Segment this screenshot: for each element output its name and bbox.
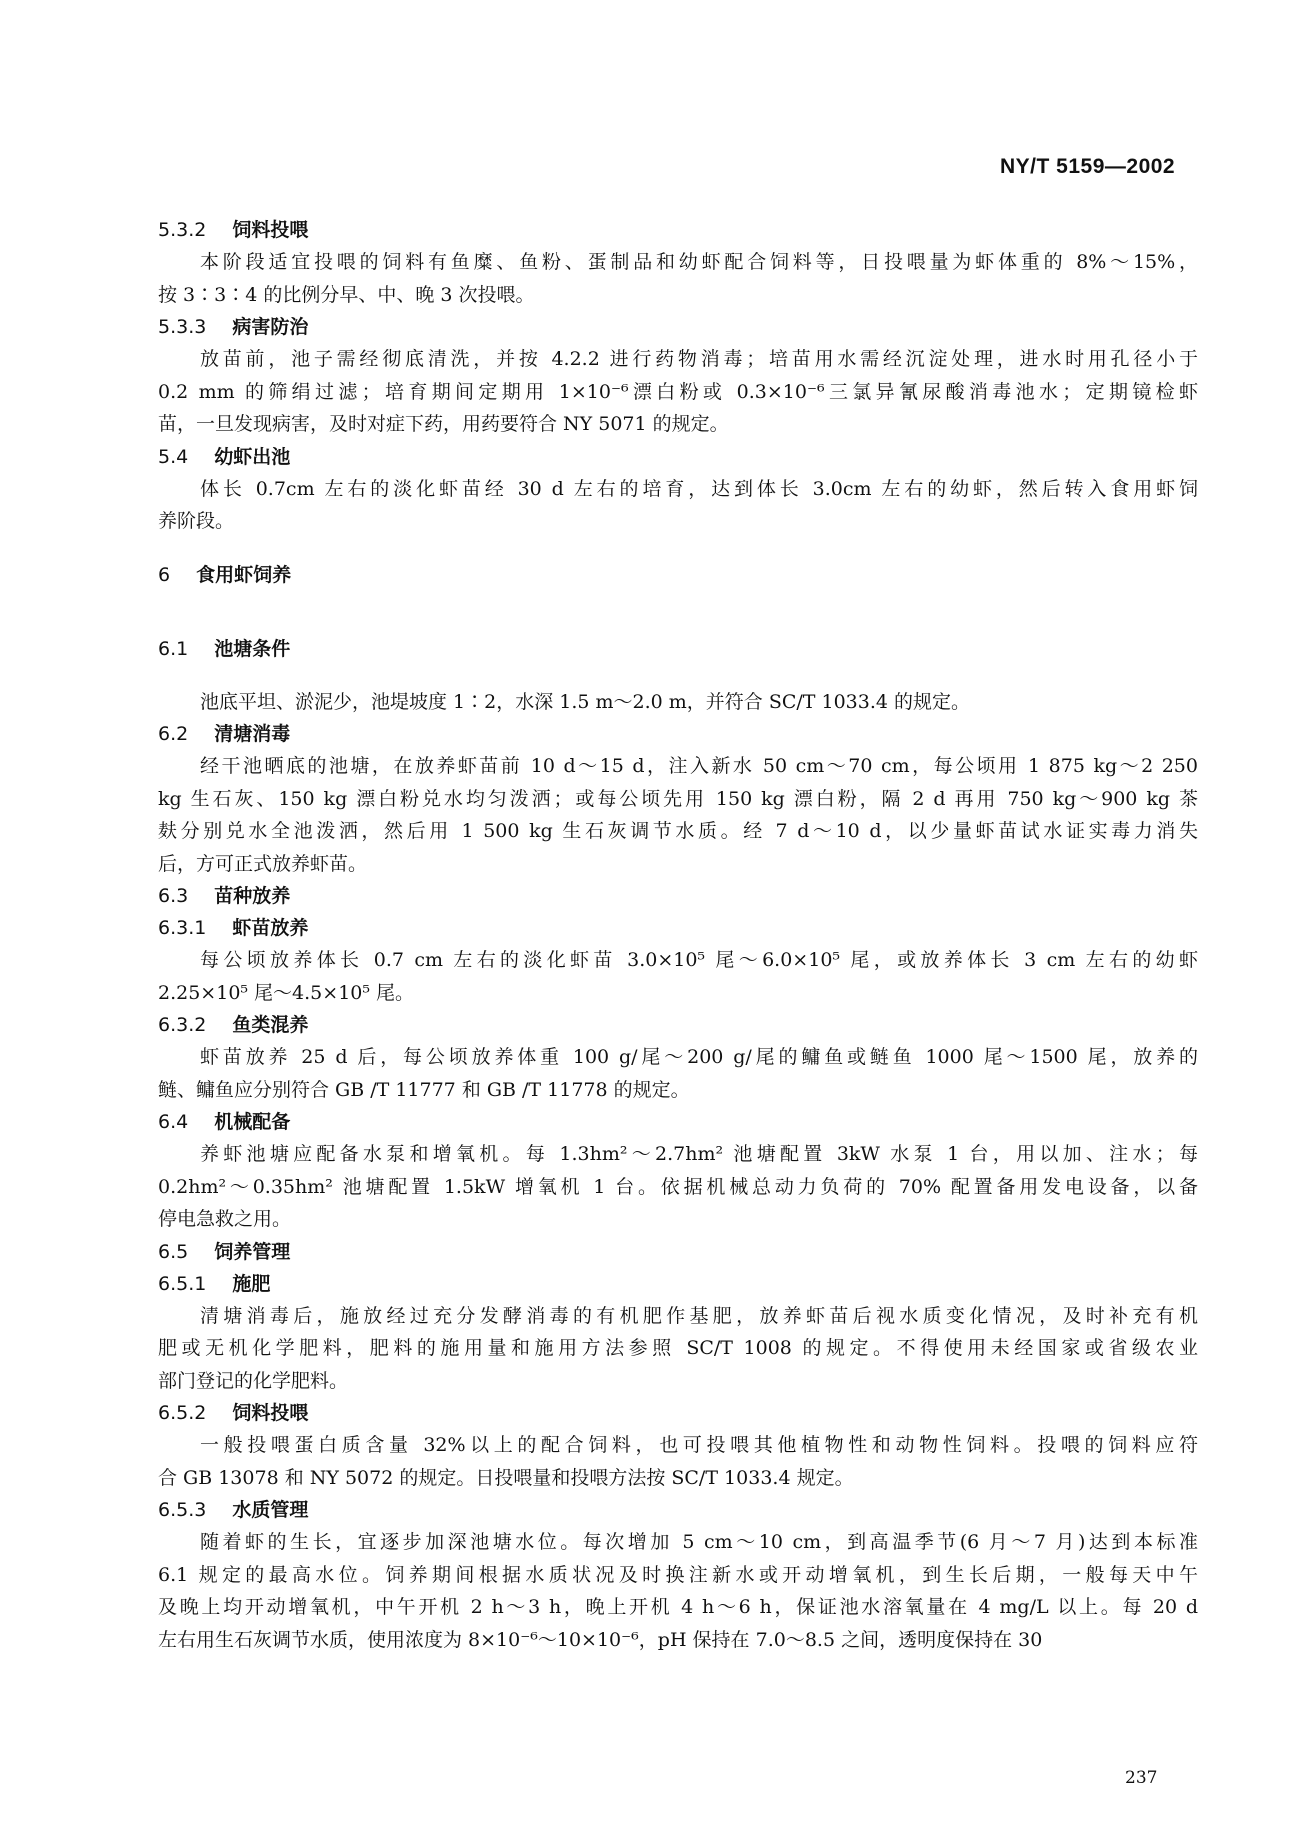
paragraph-line: 清塘消毒后，施放经过充分发酵消毒的有机肥作基肥，放养虾苗后视水质变化情况，及时补充有机 (200, 1304, 1198, 1327)
section-title: 机械配备 (214, 1111, 291, 1133)
section-heading-s652 (158, 1397, 1198, 1429)
paragraph-line: 部门登记的化学肥料。 (158, 1369, 349, 1392)
paragraph-line: 每公顷放养体长 0.7 cm 左右的淡化虾苗 3.0×10⁵ 尾～6.0×10⁵ 尾，或放养体长 3 cm 左右的幼虾 (200, 949, 1198, 971)
paragraph-s631 (158, 944, 1198, 1009)
standard-code: NY/T 5159—2002 (1000, 155, 1176, 178)
section-heading-s62 (158, 718, 1198, 750)
paragraph-line: 体长 0.7cm 左右的淡化虾苗经 30 d 左右的培育，达到体长 3.0cm 左右的幼虾，然后转入食用虾饲 (200, 477, 1198, 500)
paragraph-line: 合 GB 13078 和 NY 5072 的规定。日投喂量和投喂方法按 SC/T 1033.4 规定。 (158, 1466, 854, 1489)
section-heading-s64 (158, 1106, 1198, 1138)
section-heading-s65 (158, 1236, 1198, 1268)
section-title: 池塘条件 (214, 637, 291, 660)
paragraph-s54 (158, 473, 1198, 538)
section-number: 5.4 (158, 445, 189, 468)
page-number: 237 (1125, 1768, 1158, 1788)
section-number: 6.3.1 (158, 917, 207, 939)
paragraph-s62 (158, 750, 1198, 880)
paragraph-s64 (158, 1138, 1198, 1236)
section-title: 饲料投喂 (232, 1402, 309, 1424)
paragraph-s632 (158, 1041, 1198, 1106)
section-number: 6.5 (158, 1240, 189, 1263)
paragraph-line: 后，方可正式放养虾苗。 (158, 852, 368, 875)
section-number: 6.3 (158, 885, 189, 907)
section-title: 施肥 (232, 1272, 271, 1295)
section-number: 6.3.2 (158, 1014, 207, 1036)
section-title: 苗种放养 (214, 885, 291, 907)
paragraph-line: 经干池晒底的池塘，在放养虾苗前 10 d～15 d，注入新水 50 cm～70 cm，每公顷用 1 875 kg～2 250 (200, 755, 1198, 777)
paragraph-line: 肥或无机化学肥料，肥料的施用量和施用方法参照 SC/T 1008 的规定。不得使用未经国家或省级农业 (158, 1337, 1198, 1359)
section-number: 6.4 (158, 1111, 189, 1133)
paragraph-s651 (158, 1300, 1198, 1398)
section-title: 虾苗放养 (232, 917, 309, 939)
section-title: 幼虾出池 (214, 445, 291, 468)
section-heading-s532 (158, 214, 1198, 246)
section-heading-s533 (158, 311, 1198, 343)
section-heading-s632 (158, 1009, 1198, 1041)
paragraph-s652 (158, 1429, 1198, 1494)
section-heading-s61 (158, 612, 1198, 686)
section-number: 6 (158, 563, 171, 586)
paragraph-line: 本阶段适宜投喂的饲料有鱼糜、鱼粉、蛋制品和幼虾配合饲料等，日投喂量为虾体重的 8%～15%， (200, 251, 1198, 273)
paragraph-line: 左右用生石灰调节水质，使用浓度为 8×10⁻⁶～10×10⁻⁶，pH 保持在 7.0～8.5 之间，透明度保持在 30 (158, 1628, 1043, 1651)
paragraph-line: 0.2 mm 的筛绢过滤；培育期间定期用 1×10⁻⁶漂白粉或 0.3×10⁻⁶三氯异氰尿酸消毒池水；定期镜检虾 (158, 380, 1198, 403)
section-number: 6.2 (158, 723, 189, 745)
paragraph-line: 随着虾的生长，宜逐步加深池塘水位。每次增加 5 cm～10 cm，到高温季节(6 月～7 月)达到本标准 (200, 1531, 1198, 1553)
paragraph-line: 鲢、鳙鱼应分别符合 GB /T 11777 和 GB /T 11778 的规定。 (158, 1078, 690, 1101)
paragraph-line: 停电急救之用。 (158, 1208, 292, 1230)
section-number: 6.5.1 (158, 1272, 207, 1295)
paragraph-line: 0.2hm²～0.35hm² 池塘配置 1.5kW 增氧机 1 台。依据机械总动力负荷的 70% 配置备用发电设备，以备 (158, 1175, 1198, 1198)
section-title: 清塘消毒 (214, 723, 291, 745)
paragraph-line: 按 3∶3∶4 的比例分早、中、晚 3 次投喂。 (158, 283, 535, 306)
paragraph-line: 一般投喂蛋白质含量 32%以上的配合饲料，也可投喂其他植物性和动物性饲料。投喂的饲料应符 (200, 1434, 1198, 1456)
section-heading-s6 (158, 538, 1198, 612)
paragraph-s532 (158, 246, 1198, 311)
paragraph-s653 (158, 1526, 1198, 1656)
paragraph-line: 池底平坦、淤泥少，池堤坡度 1∶2，水深 1.5 m～2.0 m，并符合 SC/T 1033.4 的规定。 (200, 690, 971, 713)
paragraph-line: 苗，一旦发现病害，及时对症下药，用药要符合 NY 5071 的规定。 (158, 413, 729, 435)
section-title: 饲料投喂 (232, 219, 309, 241)
paragraph-line: 麸分别兑水全池泼洒，然后用 1 500 kg 生石灰调节水质。经 7 d～10 d，以少量虾苗试水证实毒力消失 (158, 820, 1198, 842)
section-number: 6.5.2 (158, 1402, 207, 1424)
section-heading-s651 (158, 1268, 1198, 1300)
document-body (158, 214, 1198, 1656)
paragraph-line: 养虾池塘应配备水泵和增氧机。每 1.3hm²～2.7hm² 池塘配置 3kW 水泵 1 台，用以加、注水；每 (200, 1143, 1198, 1165)
section-number: 6.1 (158, 637, 189, 660)
section-number: 5.3.3 (158, 316, 207, 338)
section-heading-s631 (158, 912, 1198, 944)
paragraph-line: kg 生石灰、150 kg 漂白粉兑水均匀泼洒；或每公顷先用 150 kg 漂白粉，隔 2 d 再用 750 kg～900 kg 茶 (158, 787, 1198, 810)
paragraph-s61 (158, 686, 1198, 719)
section-heading-s63 (158, 880, 1198, 912)
section-heading-s54 (158, 441, 1198, 473)
section-title: 鱼类混养 (232, 1014, 309, 1036)
section-number: 5.3.2 (158, 219, 207, 241)
paragraph-line: 及晚上均开动增氧机，中午开机 2 h～3 h，晚上开机 4 h～6 h，保证池水溶氧量在 4 mg/L 以上。每 20 d (158, 1596, 1198, 1618)
section-title: 病害防治 (232, 316, 309, 338)
paragraph-line: 2.25×10⁵ 尾～4.5×10⁵ 尾。 (158, 981, 415, 1004)
section-heading-s653 (158, 1494, 1198, 1526)
paragraph-line: 养阶段。 (158, 510, 235, 532)
paragraph-s533 (158, 343, 1198, 441)
paragraph-line: 虾苗放养 25 d 后，每公顷放养体重 100 g/尾～200 g/尾的鳙鱼或鲢鱼 1000 尾～1500 尾，放养的 (200, 1046, 1198, 1068)
section-title: 食用虾饲养 (196, 563, 292, 586)
paragraph-line: 放苗前，池子需经彻底清洗，并按 4.2.2 进行药物消毒；培苗用水需经沉淀处理，进水时用孔径小于 (200, 348, 1198, 370)
section-title: 水质管理 (232, 1499, 309, 1521)
section-number: 6.5.3 (158, 1499, 207, 1521)
paragraph-line: 6.1 规定的最高水位。饲养期间根据水质状况及时换注新水或开动增氧机，到生长后期，一般每天中午 (158, 1563, 1198, 1586)
section-title: 饲养管理 (214, 1240, 291, 1263)
